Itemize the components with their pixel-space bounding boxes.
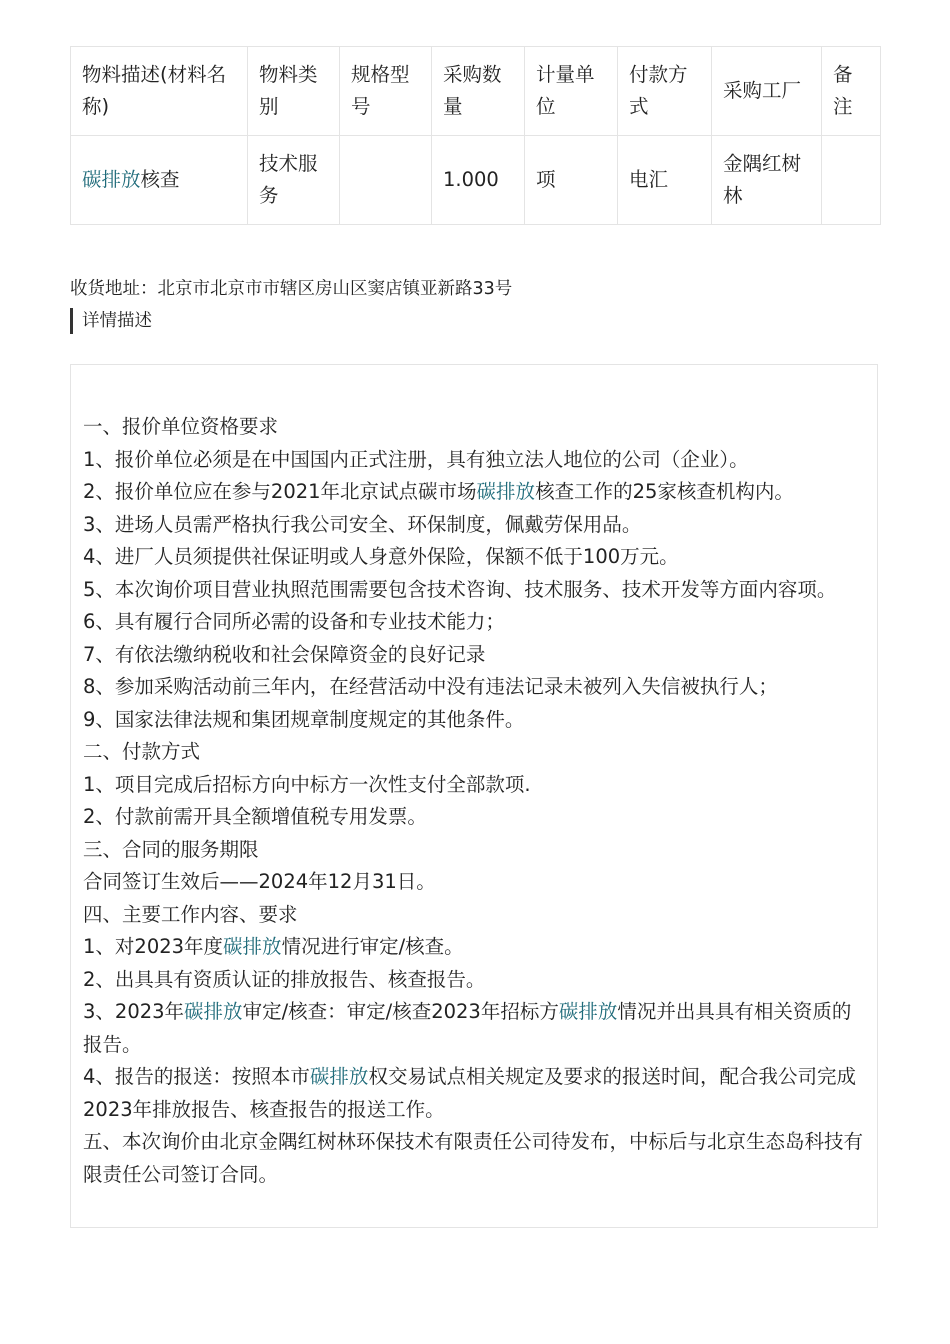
text: 4、报告的报送：按照本市 [83,1065,310,1088]
heading-payment: 二、付款方式 [83,740,201,763]
paragraph: 3、进场人员需严格执行我公司安全、环保制度，佩戴劳保用品。 [83,512,642,536]
text: 2、报价单位应在参与2021年北京试点碳市场 [83,480,477,503]
text: 权交易试点相关规定及要求的报送时间，配合我公司完成2023年排放报告、核查报告的报送工作。 [83,1065,856,1121]
spec-cell [340,136,432,225]
heading-contract: 五、本次询价由北京金隅红树林环保技术有限责任公司待发布，中标后与北京生态岛科技有限责任公司签订合同。 [83,1130,864,1186]
section-title: 详情描述 [70,308,152,334]
keyword-link[interactable]: 碳排放 [184,1000,243,1023]
paragraph [83,1061,869,1126]
keyword-link[interactable]: 碳排放 [223,935,282,958]
keyword-link[interactable]: 碳排放 [476,480,536,503]
table-row [71,136,881,225]
header-cell: 备注 [822,47,881,136]
material-name-text: 核查 [140,168,180,191]
keyword-link[interactable]: 碳排放 [309,1065,369,1088]
text: 核查工作的25家核查机构内。 [535,480,794,503]
text: 情况并出具具有相关资质的报告。 [83,1000,852,1056]
paragraph: 1、报价单位必须是在中国国内正式注册，具有独立法人地位的公司（企业）。 [83,447,749,471]
paragraph [83,476,869,509]
text: 审定/核查：审定/核查2023年招标方 [242,1000,559,1023]
quantity-cell: 1.000 [432,136,525,225]
heading-work: 四、主要工作内容、要求 [83,902,298,926]
material-table [70,46,881,225]
header-cell: 物料类别 [248,47,340,136]
paragraph: 9、国家法律法规和集团规章制度规定的其他条件。 [83,707,525,731]
paragraph [83,931,869,964]
paragraph: 5、本次询价项目营业执照范围需要包含技术咨询、技术服务、技术开发等方面内容项。 [83,577,837,601]
text: 3、2023年 [83,1000,185,1023]
heading-term: 三、合同的服务期限 [83,837,259,861]
remark-cell [822,136,881,225]
paragraph: 6、具有履行合同所必需的设备和专业技术能力； [83,610,505,633]
payment-cell: 电汇 [618,136,712,225]
material-name-cell [71,136,248,225]
paragraph: 2、付款前需开具全额增值税专用发票。 [83,805,427,828]
header-cell: 规格型号 [340,47,432,136]
header-cell: 采购数量 [432,47,525,136]
paragraph: 8、参加采购活动前三年内，在经营活动中没有违法记录未被列入失信被执行人； [83,675,778,698]
factory-cell: 金隅红树林 [712,136,822,225]
category-cell: 技术服务 [248,136,340,225]
detail-box [70,364,878,1228]
paragraph: 7、有依法缴纳税收和社会保障资金的良好记录 [83,642,486,666]
header-cell: 付款方式 [618,47,712,136]
text: 1、对2023年度 [83,935,224,958]
heading-qualification: 一、报价单位资格要求 [83,415,279,438]
unit-cell: 项 [525,136,618,225]
paragraph: 合同签订生效后——2024年12月31日。 [83,870,436,893]
header-cell: 采购工厂 [712,47,822,136]
paragraph: 2、出具具有资质认证的排放报告、核查报告。 [83,967,486,991]
header-cell: 计量单位 [525,47,618,136]
paragraph: 1、项目完成后招标方向中标方一次性支付全部款项. [83,772,531,796]
detail-content [83,411,869,1191]
keyword-link[interactable]: 碳排放 [558,1000,618,1023]
table-header-row [71,47,881,136]
paragraph: 4、进厂人员须提供社保证明或人身意外保险，保额不低于100万元。 [83,545,679,568]
header-cell: 物料描述(材料名称) [71,47,248,136]
text: 情况进行审定/核查。 [281,935,464,958]
paragraph [83,996,869,1061]
delivery-address: 收货地址：北京市北京市市辖区房山区窦店镇亚新路33号 [70,279,513,299]
keyword-link[interactable]: 碳排放 [82,168,141,191]
